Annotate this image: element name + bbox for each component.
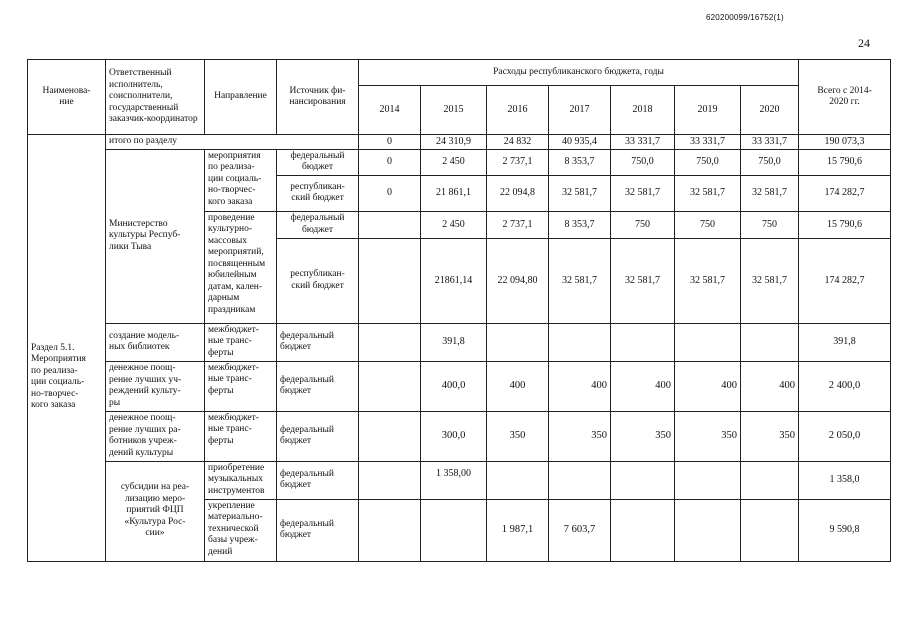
table-cell — [421, 499, 487, 561]
table-cell: 32 581,7 — [549, 238, 611, 323]
table-cell — [741, 323, 799, 361]
section-name: Раздел 5.1. Мероприятия по реализа- ции социаль- но-творчес- кого заказа — [28, 135, 106, 562]
document-id: 620200099/16752(1) — [706, 13, 784, 22]
header-name: Наименова- ние — [28, 60, 106, 135]
table-cell: 750 — [675, 211, 741, 238]
source-cell: республикан- ский бюджет — [277, 238, 359, 323]
total-row — [28, 135, 891, 150]
table-cell-total: 2 400,0 — [799, 361, 891, 411]
table-cell: 7 603,7 — [549, 499, 611, 561]
total-label: итого по разделу — [106, 135, 359, 150]
table-cell: 32 581,7 — [549, 175, 611, 211]
table-cell — [487, 461, 549, 499]
table-cell: 24 832 — [487, 135, 549, 150]
table-cell — [549, 323, 611, 361]
header-source: Источник фи- нансирования — [277, 60, 359, 135]
table-cell: 40 935,4 — [549, 135, 611, 150]
table-cell: 0 — [359, 135, 421, 150]
table-row — [28, 361, 891, 411]
table-cell: 32 581,7 — [611, 175, 675, 211]
table-cell — [549, 461, 611, 499]
table-cell — [675, 461, 741, 499]
table-cell: 350 — [741, 411, 799, 461]
table-cell: 1 987,1 — [487, 499, 549, 561]
table-cell: 22 094,8 — [487, 175, 549, 211]
table-cell-total: 391,8 — [799, 323, 891, 361]
table-cell — [359, 411, 421, 461]
executor-cell: денежное поощ- рение лучших уч- реждений культу- ры — [106, 361, 205, 411]
table-cell: 400 — [487, 361, 549, 411]
source-cell: федеральный бюджет — [277, 499, 359, 561]
table-cell: 2 450 — [421, 149, 487, 175]
table-cell: 33 331,7 — [741, 135, 799, 150]
year-2018: 2018 — [611, 86, 675, 135]
table-cell — [359, 323, 421, 361]
direction-cell: приобретение музыкальных инструментов — [205, 461, 277, 499]
direction-cell: межбюджет- ные транс- ферты — [205, 323, 277, 361]
year-2015: 2015 — [421, 86, 487, 135]
table-cell: 8 353,7 — [549, 211, 611, 238]
table-cell: 32 581,7 — [741, 175, 799, 211]
header-total: Всего с 2014- 2020 гг. — [799, 60, 891, 135]
executor-cell: создание модель- ных библиотек — [106, 323, 205, 361]
table-cell: 8 353,7 — [549, 149, 611, 175]
table-cell — [611, 323, 675, 361]
table-cell — [675, 323, 741, 361]
table-cell — [359, 211, 421, 238]
table-cell — [359, 461, 421, 499]
table-cell: 32 581,7 — [611, 238, 675, 323]
table-cell — [359, 499, 421, 561]
table-cell: 0 — [359, 175, 421, 211]
table-cell — [487, 323, 549, 361]
source-cell: федеральный бюджет — [277, 411, 359, 461]
executor-cell: денежное поощ- рение лучших ра- ботников учреж- дений культуры — [106, 411, 205, 461]
table-cell: 350 — [675, 411, 741, 461]
table-row — [28, 323, 891, 361]
direction-cell: межбюджет- ные транс- ферты — [205, 361, 277, 411]
table-cell: 750 — [611, 211, 675, 238]
table-cell: 22 094,80 — [487, 238, 549, 323]
table-cell — [359, 238, 421, 323]
year-2020: 2020 — [741, 86, 799, 135]
header-direction: Направление — [205, 60, 277, 135]
table-cell: 2 450 — [421, 211, 487, 238]
year-2016: 2016 — [487, 86, 549, 135]
budget-table — [27, 59, 891, 562]
table-cell-total: 15 790,6 — [799, 149, 891, 175]
table-cell: 33 331,7 — [611, 135, 675, 150]
direction-cell: мероприятия по реализа- ции социаль- но-творчес- кого заказа — [205, 149, 277, 211]
table-cell: 750,0 — [675, 149, 741, 175]
source-cell: федеральный бюджет — [277, 211, 359, 238]
table-cell: 33 331,7 — [675, 135, 741, 150]
table-cell — [741, 461, 799, 499]
table-cell: 400 — [675, 361, 741, 411]
table-cell: 750,0 — [741, 149, 799, 175]
table-cell-total: 174 282,7 — [799, 238, 891, 323]
table-cell: 2 737,1 — [487, 211, 549, 238]
table-cell — [675, 499, 741, 561]
table-cell: 0 — [359, 149, 421, 175]
source-cell: федеральный бюджет — [277, 361, 359, 411]
year-2017: 2017 — [549, 86, 611, 135]
table-cell-total: 9 590,8 — [799, 499, 891, 561]
table-cell-total: 15 790,6 — [799, 211, 891, 238]
source-cell: республикан- ский бюджет — [277, 175, 359, 211]
table-cell: 32 581,7 — [741, 238, 799, 323]
table-row — [28, 461, 891, 499]
table-cell — [611, 499, 675, 561]
table-cell-total: 174 282,7 — [799, 175, 891, 211]
direction-cell: проведение культурно- массовых мероприятий, посвященным юбилейным датам, кален- дарным праздникам — [205, 211, 277, 323]
table-cell — [611, 461, 675, 499]
header-row-1 — [28, 60, 891, 86]
table-cell: 391,8 — [421, 323, 487, 361]
page-number: 24 — [858, 36, 870, 50]
table-cell: 400 — [549, 361, 611, 411]
direction-cell: межбюджет- ные транс- ферты — [205, 411, 277, 461]
table-cell: 32 581,7 — [675, 175, 741, 211]
table-cell: 750 — [741, 211, 799, 238]
table-cell: 350 — [611, 411, 675, 461]
table-cell: 21861,14 — [421, 238, 487, 323]
table-cell — [359, 361, 421, 411]
year-2019: 2019 — [675, 86, 741, 135]
table-cell: 400 — [611, 361, 675, 411]
table-cell: 400,0 — [421, 361, 487, 411]
table-cell: 21 861,1 — [421, 175, 487, 211]
table-cell: 24 310,9 — [421, 135, 487, 150]
table-row — [28, 411, 891, 461]
year-2014: 2014 — [359, 86, 421, 135]
table-cell — [741, 499, 799, 561]
table-cell-total: 1 358,0 — [799, 461, 891, 499]
table-cell: 350 — [549, 411, 611, 461]
table-cell: 400 — [741, 361, 799, 411]
executor-cell: субсидии на реа- лизацию меро- приятий ФЦП «Культура Рос- сии» — [106, 461, 205, 561]
table-cell: 32 581,7 — [675, 238, 741, 323]
table-cell-total: 190 073,3 — [799, 135, 891, 150]
table-cell: 2 737,1 — [487, 149, 549, 175]
table-row — [28, 149, 891, 175]
source-cell: федеральный бюджет — [277, 461, 359, 499]
table-cell: 1 358,00 — [421, 461, 487, 499]
table-cell: 750,0 — [611, 149, 675, 175]
source-cell: федеральный бюджет — [277, 323, 359, 361]
ministry-name: Министерство культуры Респуб- лики Тыва — [106, 149, 205, 323]
table-cell: 350 — [487, 411, 549, 461]
header-expenses: Расходы республиканского бюджета, годы — [359, 60, 799, 86]
direction-cell: укрепление материально- технической базы учреж- дений — [205, 499, 277, 561]
table-cell-total: 2 050,0 — [799, 411, 891, 461]
header-executor: Ответственный исполнитель, соисполнители, государственный заказчик-координатор — [106, 60, 205, 135]
table-cell: 300,0 — [421, 411, 487, 461]
source-cell: федеральный бюджет — [277, 149, 359, 175]
